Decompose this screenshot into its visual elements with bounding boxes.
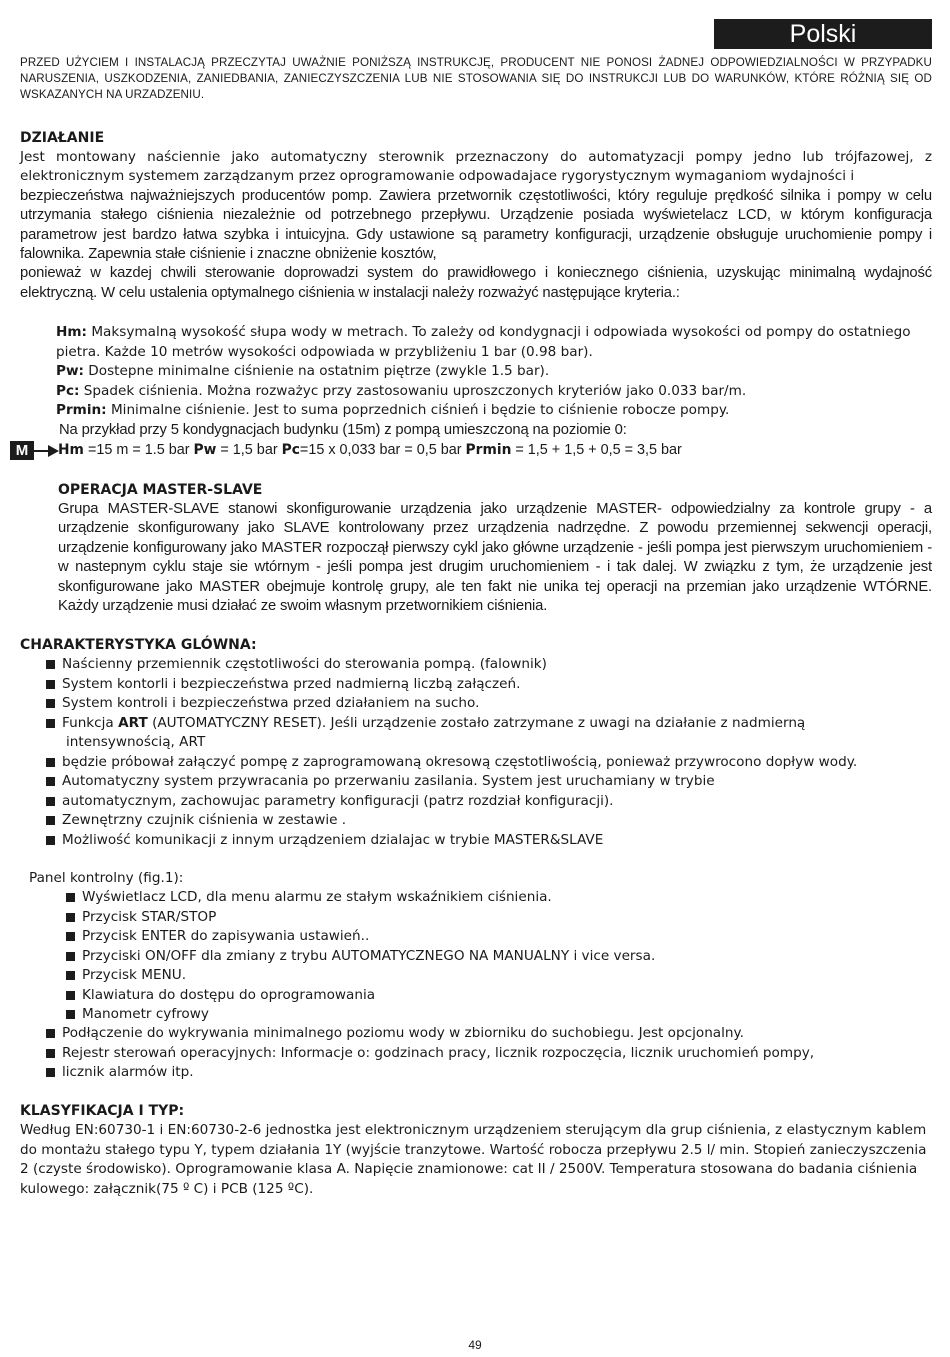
param-pw-text: Dostepne minimalne ciśnienie na ostatnim piętrze (zwykle 1.5 bar).: [88, 363, 550, 379]
section-master-slave: [58, 481, 932, 616]
art-text: (AUTOMATYCZNY RESET). Jeśli urządzenie zostało zatrzymane z uwagi na działanie z nadmierną: [147, 714, 806, 731]
list-item-continuation: intensywnością, ART: [66, 734, 206, 750]
list-item: Klawiatura do dostępu do oprogramowania: [66, 986, 926, 1006]
example-pw-label: Pw: [193, 442, 217, 458]
param-pc-text: Spadek ciśnienia. Można rozważyc przy zastosowaniu uproszczonych kryteriów jako 0.033 bar/m.: [83, 382, 747, 399]
heading-dzialanie: DZIAŁANIE: [20, 130, 105, 146]
warning-notice: PRZED UŻYCIEM I INSTALACJĄ PRZECZYTAJ UWAŻNIE PONIŻSZĄ INSTRUKCJĘ, PRODUCENT NIE PONOSI ŻADNEJ ODPOWIEDZIALNOŚCI W PRZYPADKU NARUSZENIA, USZKODZENIA, ZANIEDBANIA, ZANIECZYSZCZENIA LUB NIE STOSOWANIA SIĘ DO INSTRUKCJI LUB DO WARUNKÓW, KTÓRE RÓŻNIĄ SIĘ OD WSKAZANYCH NA URZADZENIU.: [20, 56, 932, 101]
klasyfikacja-text: Według EN:60730-1 i EN:60730-2-6 jednostka jest elektronicznym urządzeniem sterującym dla grup ciśnienia, z elastycznym kablem do montażu stałego typu Y, typem działania 1Y (wyjście tranzytowe. Wartość robocza przepływu 2.5 l/ min. Stopień zanieczyszczenia 2 (czyste środowisko). Oprogramowanie klasa A. Napięcie znamionowe: cat II / 2500V. Temperatura stosowana do badania ciśnienia kulowego: załącznik(75 º C) i PCB (125 ºC).: [20, 1122, 927, 1197]
example-prmin-label: Prmin: [465, 442, 512, 458]
example-calculation: [58, 441, 682, 460]
dzialanie-paragraph-1: Jest montowany naściennie jako automatyczny sterownik przeznaczony do automatyzacji pompy jedno lub trójfazowej, z elektronicznym systemem zarządzanym przez oprogramowanie odpowadajace rygorystycznym wymaganiom wydajności i: [20, 149, 932, 185]
example-intro: Na przykład przy 5 kondygnacjach budynku (15m) z pompą umieszczoną na poziomie 0:: [59, 421, 627, 438]
example-hm-label: Hm: [58, 442, 84, 458]
list-item: Przyciski ON/OFF dla zmiany z trybu AUTOMATYCZNEGO NA MANUALNY i vice versa.: [66, 947, 926, 967]
section-dzialanie: [20, 129, 932, 303]
m-badge: M: [10, 441, 34, 460]
param-prmin-label: Prmin:: [56, 402, 107, 418]
list-item: będzie próbował załączyć pompę z zaprogramowaną okresową częstotliwością, ponieważ przywrocono dopływ wody.: [46, 753, 926, 773]
param-hm: [56, 323, 916, 362]
features-list: [46, 655, 926, 850]
master-slave-text: Grupa MASTER-SLAVE stanowi skonfigurowanie urządzenia jako urządzenie MASTER- odpowiedzialny za kontrole grupy - a urządzenie skonfigurowany jako SLAVE kontrolowany przez urządzenia nadrzędne. Z powodu przemiennej sekwencji operacji, urządzenie konfigurowany jako MASTER rozpoczął pierwszy cykl jako główne urządzenie - jeśli pompa jest pierwszym uruchomieniem - w nastepnym cyklu staje sie wtórnym - jeśli pompa jest drugim uruchomieniem - i tak dalej. W związku z tym, że urządzenie jest skonfigurowane jako MASTER obejmuje kontrolę grupy, ale ten fakt nie unika tej operacji na przemian jako urządzenie WTÓRNE. Każdy urządzenie musi działać ze swoim własnym przetwornikiem ciśnienia.: [58, 501, 932, 615]
art-label: ART: [118, 714, 148, 731]
param-pc-label: Pc:: [56, 382, 80, 399]
example-prmin-value: = 1,5 + 1,5 + 0,5 = 3,5 bar: [515, 442, 682, 458]
dzialanie-paragraph-2: bezpieczeństwa najważniejszych producentów pomp. Zawiera przetwornik częstotliwości, który reguluje prędkość silnika i pompy w celu utrzymania stałego ciśnienia niezależnie od potrzebnego przepływu. Urządzenie posiada wyświetelacz LCD, w którym konfiguracja parametrow jest bardzo łatwa szybka i intuicyjna. Gdy ustawione są parametry konfiguracji, urządzenie obsługuje uruchomienie pompy i falownika. Zapewnia stałe ciśnienie i znaczne obniżenie kosztów,: [20, 187, 932, 263]
dzialanie-paragraph-3: ponieważ w kazdej chwili sterowanie doprowadzi system do prawidłowego i koniecznego ciśnienia, uzyskując minimalną wydajność elektryczną. W celu ustalenia optymalnego ciśnienia w instalacji należy rozważyć następujące kryteria.:: [20, 265, 932, 301]
list-item: Przycisk ENTER do zapisywania ustawień..: [66, 927, 926, 947]
example-hm-value: =15 m = 1.5 bar: [87, 442, 190, 458]
param-pc: [56, 382, 916, 402]
list-item: Zewnętrzny czujnik ciśnienia w zestawie .: [46, 811, 926, 831]
list-item: Możliwość komunikacji z innym urządzeniem dzialajac w trybie MASTER&SLAVE: [46, 831, 926, 851]
list-item-art: [46, 714, 926, 734]
list-item: licznik alarmów itp.: [46, 1063, 926, 1083]
list-item: Manometr cyfrowy: [66, 1005, 926, 1025]
section-klasyfikacja: [20, 1102, 932, 1199]
panel-title: Panel kontrolny (fig.1):: [29, 870, 184, 886]
list-item: System kontorli i bezpieczeństwa przed nadmierną liczbą załączeń.: [46, 675, 926, 695]
art-prefix: Funkcja: [62, 714, 119, 731]
param-prmin-text: Minimalne ciśnienie. Jest to suma poprzednich ciśnień i będzie to ciśnienie robocze pompy.: [110, 402, 730, 418]
extra-features-list: [46, 1024, 926, 1083]
example-pw-value: = 1,5 bar: [220, 442, 278, 458]
list-item: Automatyczny system przywracania po przerwaniu zasilania. System jest uruchamiany w trybie: [46, 772, 926, 792]
pressure-parameters: [56, 323, 916, 440]
example-pc-label: Pc: [281, 442, 300, 458]
language-tab: Polski: [714, 19, 932, 49]
param-prmin: [56, 401, 916, 421]
section-charakterystyka: [20, 636, 920, 655]
param-hm-text: Maksymalną wysokość słupa wody w metrach. To zależy od kondygnacji i odpowiada wysokości od pompy do ostatniego pietra. Każde 10 metrów wysokości odpowiada w przybliżeniu 1 bar (0.98 bar).: [56, 324, 911, 360]
example-pc-value: =15 x 0,033 bar = 0,5 bar: [299, 442, 462, 458]
heading-charakterystyka: CHARAKTERYSTYKA GLÓWNA:: [20, 637, 257, 653]
list-item: Przycisk MENU.: [66, 966, 926, 986]
panel-list: [66, 888, 926, 1025]
param-hm-label: Hm:: [56, 324, 87, 340]
list-item: Naścienny przemiennik częstotliwości do sterowania pompą. (falownik): [46, 655, 926, 675]
list-item: Podłączenie do wykrywania minimalnego poziomu wody w zbiorniku do suchobiegu. Jest opcjonalny.: [46, 1024, 926, 1044]
arrow-right-icon: [34, 444, 60, 458]
param-pw: [56, 362, 916, 382]
page-number: 49: [468, 1338, 482, 1352]
list-item: automatycznym, zachowujac parametry konfiguracji (patrz rozdział konfiguracji).: [46, 792, 926, 812]
heading-klasyfikacja: KLASYFIKACJA I TYP:: [20, 1103, 185, 1119]
list-item: Przycisk STAR/STOP: [66, 908, 926, 928]
list-item: Wyświetlacz LCD, dla menu alarmu ze stałym wskaźnikiem ciśnienia.: [66, 888, 926, 908]
list-item: Rejestr sterowań operacyjnych: Informacje o: godzinach pracy, licznik rozpoczęcia, licznik uruchomień pompy,: [46, 1044, 926, 1064]
list-item: System kontroli i bezpieczeństwa przed działaniem na sucho.: [46, 694, 926, 714]
param-pw-label: Pw:: [56, 363, 84, 379]
heading-master-slave: OPERACJA MASTER-SLAVE: [58, 482, 263, 498]
